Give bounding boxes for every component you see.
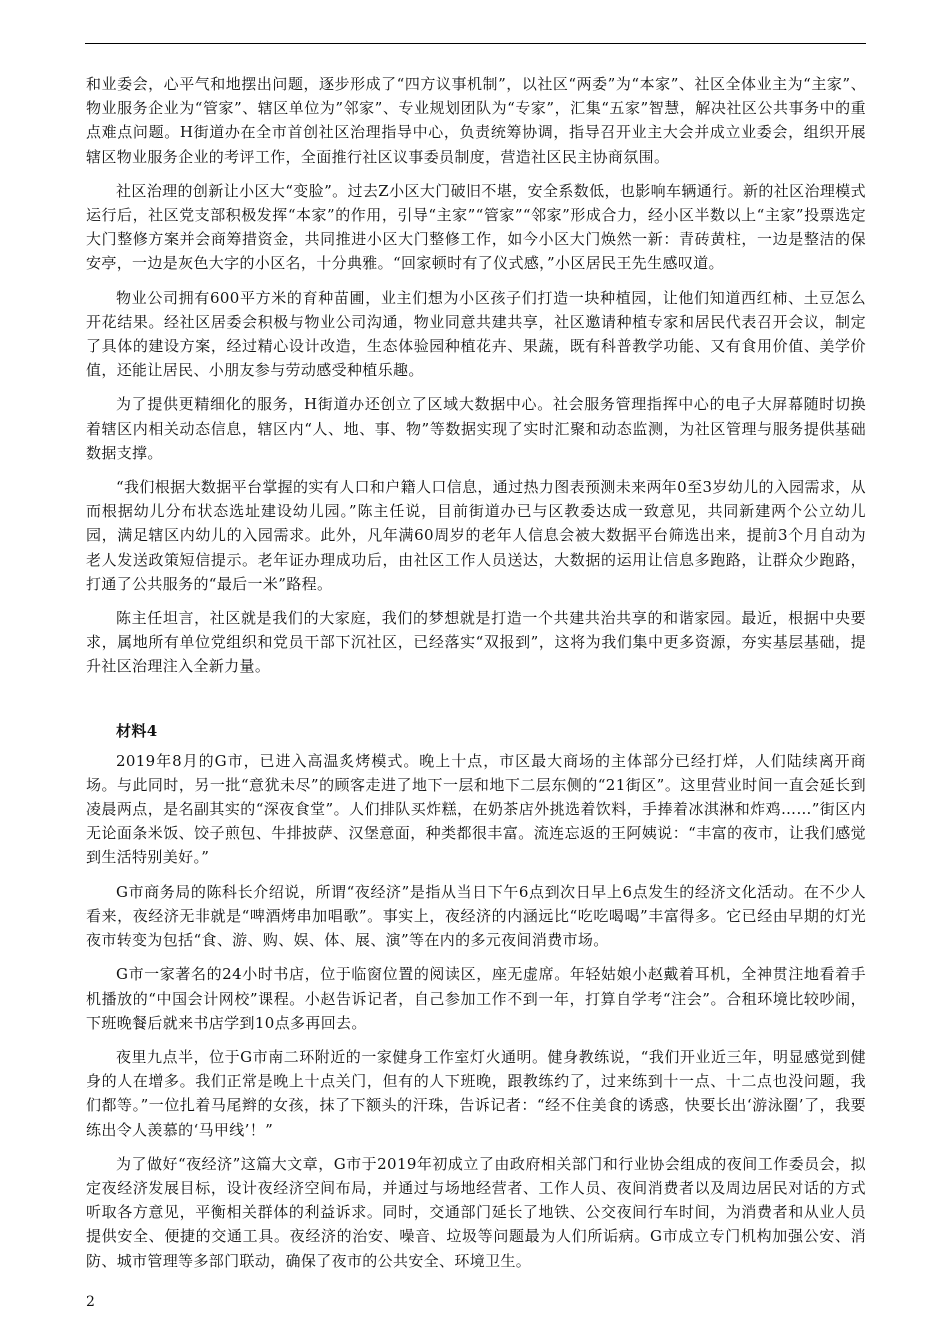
paragraph: 夜里九点半，位于G市南二环附近的一家健身工作室灯火通明。健身教练说，“我们开业近三年，明显感觉到健身的人在增多。我们正常是晚上十点关门，但有的人下班晚，跟教练约了，过来练到十一点、十二点也没问题，我们都等。”一位扎着马尾辫的女孩，抹了下额头的汗珠，告诉记者：“经不住美食的诱惑，快要长出‘游泳圈’了，我要练出令人羡慕的‘马甲线’！” (86, 1047, 866, 1139)
page-number: 2 (86, 1294, 95, 1310)
paragraph: 社区治理的创新让小区大“变脸”。过去Z小区大门破旧不堪，安全系数低，也影响车辆通行。新的社区治理模式运行后，社区党支部积极发挥“本家”的作用，引导“主家”“管家”“邻家”形成合力，经小区半数以上“主家”投票选定大门整修方案并会商筹措资金，共同推进小区大门整修工作，如今小区大门焕然一新：青砖黄柱，一边是整洁的保安亭，一边是灰色大字的小区名，十分典雅。“回家顿时有了仪式感，”小区居民王先生感叹道。 (86, 181, 866, 273)
paragraph: G市一家著名的24小时书店，位于临窗位置的阅读区，座无虚席。年轻姑娘小赵戴着耳机，全神贯注地看着手机播放的“中国会计网校”课程。小赵告诉记者，自己参加工作不到一年，打算自学考“注会”。合租环境比较吵闹，下班晚餐后就来书店学到10点多再回去。 (86, 965, 866, 1032)
paragraph: 为了做好“夜经济”这篇大文章，G市于2019年初成立了由政府相关部门和行业协会组成的夜间工作委员会，拟定夜经济发展目标，设计夜经济空间布局，并通过与场地经营者、工作人员、夜间消费者以及周边居民对话的方式听取各方意见，平衡相关群体的利益诉求。同时，交通部门延长了地铁、公交夜间行车时间，为消费者和从业人员提供安全、便捷的交通工具。夜经济的治安、噪音、垃圾等问题最为人们所诟病。G市成立专门机构加强公安、消防、城市管理等多部门联动，确保了夜市的公共安全、环境卫生。 (86, 1154, 866, 1270)
paragraph: 物业公司拥有600平方米的育种苗圃，业主们想为小区孩子们打造一块种植园，让他们知道西红柿、土豆怎么开花结果。经社区居委会积极与物业公司沟通，物业同意共建共享，社区邀请种植专家和居民代表召开会议，制定了具体的建设方案，经过精心设计改造，生态体验园种植花卉、果蔬，既有科普教学功能、又有食用价值、美学价值，还能让居民、小朋友参与劳动感受种植乐趣。 (86, 288, 866, 380)
paragraph: 陈主任坦言，社区就是我们的大家庭，我们的梦想就是打造一个共建共治共享的和谐家园。最近，根据中央要求，属地所有单位党组织和党员干部下沉社区，已经落实“双报到”，这将为我们集中更多资源，夯实基层基础，提升社区治理注入全新力量。 (86, 609, 866, 676)
paragraph: 为了提供更精细化的服务，H街道办还创立了区域大数据中心。社会服务管理指挥中心的电子大屏幕随时切换着辖区内相关动态信息，辖区内“人、地、事、物”等数据实现了实时汇聚和动态监测，为社区管理与服务提供基础数据支撑。 (86, 395, 866, 462)
paragraph-continued: 和业委会，心平气和地摆出问题，逐步形成了“四方议事机制”，以社区“两委”为“本家”、社区全体业主为“主家”、物业服务企业为“管家”、辖区单位为”邻家”、专业规划团队为“专家”，汇集“五家”智慧，解决社区公共事务中的重点难点问题。H街道办在全市首创社区治理指导中心，负责统筹协调，指导召开业主大会并成立业委会，组织开展辖区物业服务企业的考评工作，全面推行社区议事委员制度，营造社区民主协商氛围。 (86, 75, 866, 166)
document-body (86, 72, 866, 1283)
paragraph: 2019年8月的G市，已进入高温炙烤模式。晚上十点，市区最大商场的主体部分已经打烊，人们陆续离开商场。与此同时，另一批“意犹未尽”的顾客走进了地下一层和地下二层东侧的“21街区”。这里营业时间一直会延长到凌晨两点，是名副其实的“深夜食堂”。人们排队买炸糕，在奶茶店外挑选着饮料，手捧着冰淇淋和炸鸡……”街区内无论面条米饭、饺子煎包、牛排披萨、汉堡意面，种类都很丰富。流连忘返的王阿姨说：“丰富的夜市，让我们感觉到生活特别美好。” (86, 751, 866, 867)
section-heading: 材料4 (116, 721, 158, 740)
header-rule (85, 43, 866, 44)
paragraph: G市商务局的陈科长介绍说，所谓“夜经济”是指从当日下午6点到次日早上6点发生的经济文化活动。在不少人看来，夜经济无非就是“啤酒烤串加唱歌”。事实上，夜经济的内涵远比“吃吃喝喝”丰富得多。它已经由早期的灯光夜市转变为包括“食、游、购、娱、体、展、演”等在内的多元夜间消费市场。 (86, 882, 866, 950)
paragraph: “我们根据大数据平台掌握的实有人口和户籍人口信息，通过热力图表预测未来两年0至3岁幼儿的入园需求，从而根据幼儿分布状态选址建设幼儿园。”陈主任说，目前街道办已与区教委达成一致意见，共同新建两个公立幼儿园，满足辖区内幼儿的入园需求。此外，凡年满60周岁的老年人信息会被大数据平台筛选出来，提前3个月自动为老人发送政策短信提示。老年证办理成功后，由社区工作人员送达，大数据的运用让信息多跑路，让群众少跑路，打通了公共服务的“最后一米”路程。 (86, 478, 866, 593)
